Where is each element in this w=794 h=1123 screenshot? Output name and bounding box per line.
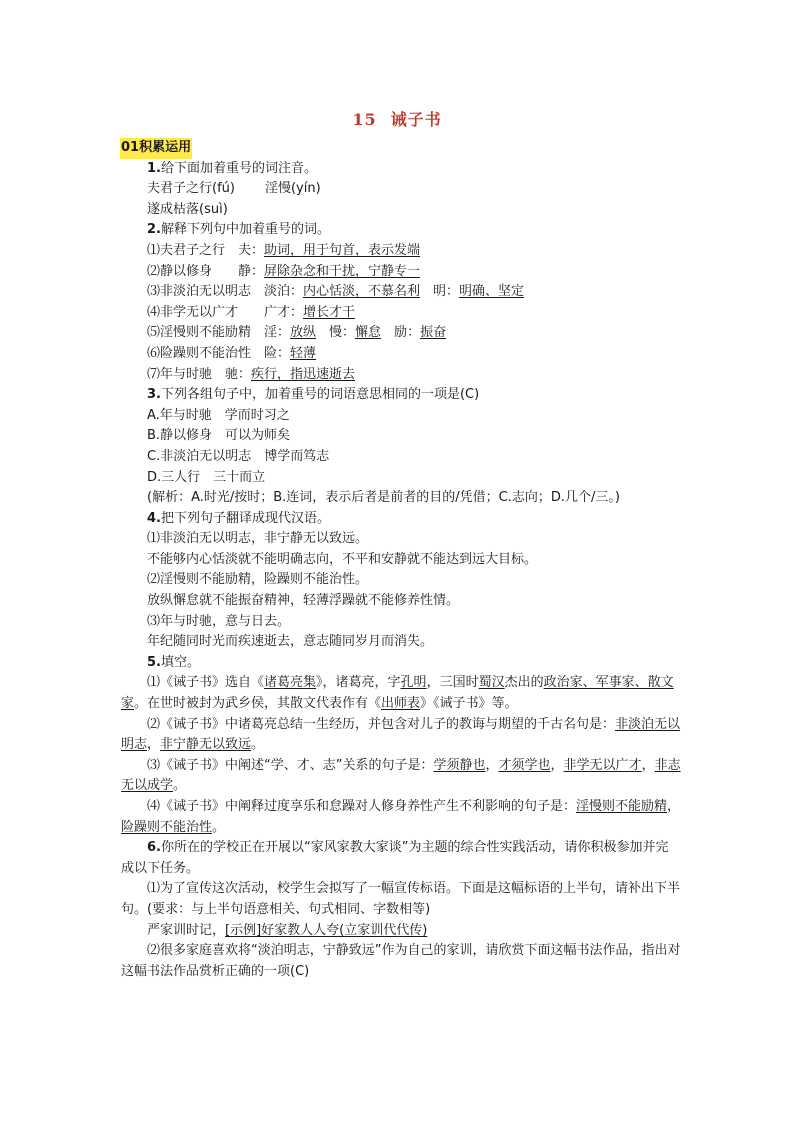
q6-slogan: 严家训时记，[示例]好家教人人夸(立家训代代传) bbox=[147, 922, 428, 938]
q4-translation-1: 不能够内心恬淡就不能明确志向，不平和安静就不能达到远大目标。 bbox=[147, 551, 538, 567]
q4-sentence-3: ⑶年与时驰，意与日去。 bbox=[147, 613, 291, 629]
q2-item-6: ⑹险躁则不能治性 险：轻薄 bbox=[147, 345, 317, 361]
q3-option-d: D.三人行 三十而立 bbox=[147, 469, 266, 485]
q6-task-2: ⑵很多家庭喜欢将“淡泊明志，宁静致远”作为自己的家训，请欣赏下面这幅书法作品，指出对这幅书法作品赏析正确的一项(C) bbox=[121, 943, 681, 979]
q5-item-4: ⑷《诫子书》中阐释过度享乐和怠躁对人修身养性产生不利影响的句子是：淫慢则不能励精，险躁则不能治性。 bbox=[121, 799, 681, 835]
q3-option-c: C.非淡泊无以明志 博学而笃志 bbox=[147, 448, 330, 464]
q2-item-4: ⑷非学无以广才 广才：增长才干 bbox=[147, 304, 356, 320]
q4-translation-3: 年纪随同时光而疾速逝去，意志随同岁月而消失。 bbox=[147, 634, 434, 650]
q2-item-5: ⑸淫慢则不能励精 淫：放纵 慢：懈怠 励：振奋 bbox=[147, 325, 447, 341]
q5-item-3: ⑶《诫子书》中阐述“学、才、志”关系的句子是：学须静也，才须学也，非学无以广才，非志无以成学。 bbox=[121, 757, 681, 794]
lesson-number: 15 bbox=[352, 110, 377, 129]
question-6: 6.你所在的学校正在开展以“家风家教大家谈”为主题的综合性实践活动，请你积极参加并完成以下任务。 bbox=[121, 840, 669, 876]
lesson-title-text: 诫子书 bbox=[390, 110, 442, 129]
q3-option-b: B.静以修身 可以为师矣 bbox=[147, 428, 291, 444]
q3-explanation: (解析：A.时光/按时；B.连词，表示后者是前者的目的/凭借；C.志向；D.几个/三。) bbox=[147, 490, 620, 506]
section-heading: 01积累运用 bbox=[120, 138, 192, 159]
q2-item-3: ⑶非淡泊无以明志 淡泊：内心恬淡，不慕名利 明：明确、坚定 bbox=[147, 284, 525, 300]
q5-item-1: ⑴《诫子书》选自《诸葛亮集》，诸葛亮，字孔明，三国时蜀汉杰出的政治家、军事家、散文家。在世时被封为武乡侯，其散文代表作有《出师表》《诫子书》等。 bbox=[121, 675, 674, 712]
q3-option-a: A.年与时驰 学而时习之 bbox=[147, 407, 290, 423]
worksheet-content bbox=[121, 138, 681, 982]
question-2: 2.解释下列句中加着重号的词。 bbox=[147, 222, 330, 238]
question-4: 4.把下列句子翻译成现代汉语。 bbox=[147, 510, 330, 526]
question-3: 3.下列各组句子中，加着重号的词语意思相同的一项是(C) bbox=[147, 387, 480, 403]
q1-items: 夫君子之行(fú) 淫慢(yín) bbox=[147, 181, 321, 197]
q4-sentence-2: ⑵淫慢则不能励精，险躁则不能治性。 bbox=[147, 572, 369, 588]
q6-slogan-answer: [示例]好家教人人夸(立家训代代传) bbox=[225, 922, 428, 938]
q2-item-1: ⑴夫君子之行 夫：助词，用于句首，表示发端 bbox=[147, 242, 421, 258]
q2-item-7: ⑺年与时驰 驰：疾行，指迅速逝去 bbox=[147, 366, 356, 382]
question-1: 1.给下面加着重号的词注音。 bbox=[147, 160, 317, 176]
q4-translation-2: 放纵懈怠就不能振奋精神，轻薄浮躁就不能修养性情。 bbox=[147, 593, 460, 609]
q6-task-1: ⑴为了宣传这次活动，校学生会拟写了一幅宣传标语。下面是这幅标语的上半句，请补出下半句。(要求：与上半句语意相关、句式相同、字数相等) bbox=[121, 881, 681, 917]
q5-item-2: ⑵《诫子书》中诸葛亮总结一生经历，并包含对儿子的教诲与期望的千古名句是：非淡泊无以明志，非宁静无以致远。 bbox=[121, 716, 681, 753]
lesson-title bbox=[0, 107, 794, 130]
q1-item-c: 遂成枯落(suì) bbox=[147, 201, 228, 217]
q4-sentence-1: ⑴非淡泊无以明志，非宁静无以致远。 bbox=[147, 531, 369, 547]
q2-item-2: ⑵静以修身 静：屏除杂念和干扰，宁静专一 bbox=[147, 263, 421, 279]
question-5: 5.填空。 bbox=[147, 654, 200, 670]
